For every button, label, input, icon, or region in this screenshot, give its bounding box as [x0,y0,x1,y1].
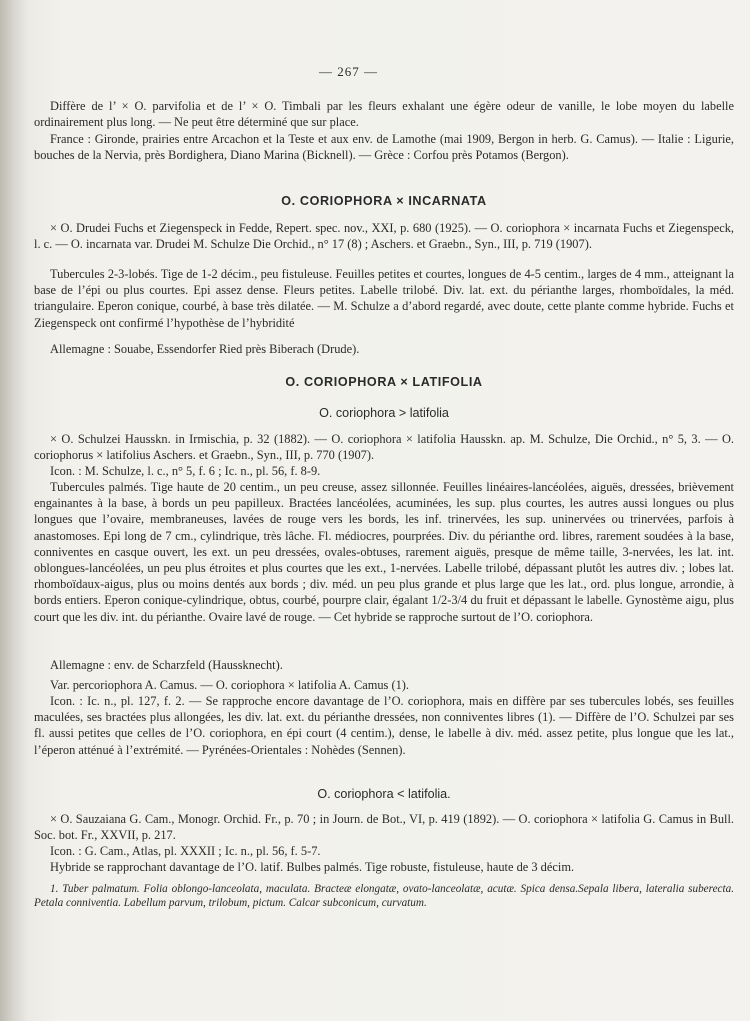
paragraph-diagnosis: Diffère de l’ × O. parvifolia et de l’ × O. Timbali par les fleurs exhalant une égère odeur de vanille, le lobe moyen du labelle ordinairement plus long. — Ne peut être déterminé que sur place. [34,99,734,130]
paragraph-synonymy-sauzaiana: × O. Sauzaiana G. Cam., Monogr. Orchid. Fr., p. 70 ; in Journ. de Bot., VI, p. 419 (1892). — O. coriophora × latifolia G. Camus in Bull. Soc. bot. Fr., XXVII, p. 217. [34,812,734,843]
paragraph-description-drudei: Tubercules 2-3-lobés. Tige de 1-2 décim., peu fistuleuse. Feuilles petites et courtes, longues de 4-5 centim., larges de 4 mm., atteignant la base de l’épi ou plus courtes. Epi assez dense. Fleurs petites. Labelle trilobé. Div. lat. ext. du périanthe larges, rhomboïdales, la méd. triangulaire. Eperon conique, courbé, à base très dilatée. — M. Schulze a d’abord regardé, avec doute, cette plante comme hybride. Fuchs et Ziegenspeck ont confirmé l’hypothèse de l’hybridité [34,267,734,330]
paragraph-synonymy-schulzei: × O. Schulzei Hausskn. in Irmischia, p. 32 (1882). — O. coriophora × latifolia Hausskn. ap. M. Schulze, Die Orchid., n° 5, 3. — O. coriophorus × latifolius Aschers. et Graebn., Syn., III, p. 770 (1907). [34,432,734,463]
footnote-1: 1. Tuber palmatum. Folia oblongo-lanceolata, maculata. Bracteæ elongatæ, ovato-lanceolatæ, acutæ. Spica densa.Sepala libera, lateralia suberecta. Petala conniventia. Labellum parvum, trilobum, pictum. Calcar subconicum, curvatum. [34,883,734,909]
subheading-coriophora-gt-latifolia: O. coriophora > latifolia [319,406,449,420]
paragraph-synonymy-drudei: × O. Drudei Fuchs et Ziegenspeck in Fedde, Repert. spec. nov., XXI, p. 680 (1925). — O. coriophora × incarnata Fuchs et Ziegenspeck, l. c. — O. incarnata var. Drudei M. Schulze Die Orchid., n° 17 (8) ; Aschers. et Graebn., Syn., III, p. 719 (1907). [34,221,734,252]
paragraph-var-percoriophora: Var. percoriophora A. Camus. — O. coriophora × latifolia A. Camus (1). [50,678,410,692]
paragraph-distribution: France : Gironde, prairies entre Arcachon et la Teste et aux env. de Lamothe (mai 1909, Bergon in herb. G. Camus). — Italie : Ligurie, bouches de la Nervia, près Bordighera, Diano Marina (Bicknell). — Grèce : Corfou près Potamos (Bergon). [34,132,734,163]
paragraph-locality-schulzei: Allemagne : env. de Scharzfeld (Haussknecht). [50,658,283,672]
paragraph-icon-schulzei: Icon. : M. Schulze, l. c., n° 5, f. 6 ; Ic. n., pl. 56, f. 8-9. [50,464,321,478]
section-heading-coriophora-incarnata: O. CORIOPHORA × INCARNATA [281,194,487,208]
paragraph-description-schulzei: Tubercules palmés. Tige haute de 20 centim., un peu creuse, assez sillonnée. Feuilles linéaires-lancéolées, aiguës, dressées, brièvement engainantes à la base, à bords un peu papilleux. Bractées lancéolées, acuminées, les sup. plus courtes, les autres aussi longues ou plus longues que l’ovaire, membraneuses, lavées de rouge vers les bords, les inf. trinervées, les sup. uninervées ou trinervées, parfois à anastomoses. Epi long de 7 cm., cylindrique, très lâche. Fl. médiocres, pourprées. Div. du périanthe ord. libres, rarement soudées à la base, conniventes en casque ouvert, les ext. un peu dressées, ovales-obtuses, rarement aiguës, presque de même taille, 3-nervées, les lat. int. oblongues-lancéolées, un peu plus étroites et plus courtes que les ext., 1-nervées. Labelle trilobé, dépassant plutôt les autres div. ; lobes lat. rhomboïdaux-aigus, plus ou moins dentés aux bords ; div. méd. un peu plus grande et plus large que les lat., ord. plus longue, arrondie, à bords entiers. Eperon conique-cylindrique, obtus, courbé, pourpre clair, égalant 1/2-3/4 du fruit et dépassant le labelle. Gynostème aigu, plus court que les div. int. du périanthe. Ovaire lavé de rouge. — Cet hybride se rapproche surtout de l’O. coriophora. [34,480,734,624]
paragraph-icon-sauzaiana: Icon. : G. Cam., Atlas, pl. XXXII ; Ic. n., pl. 56, f. 5-7. [50,844,321,858]
paragraph-percoriophora-description: Icon. : Ic. n., pl. 127, f. 2. — Se rapproche encore davantage de l’O. coriophora, mais en diffère par ses tubercules lobés, ses feuilles maculées, ses bractées plus allongées, les div. lat. ext. du périanthe dressées, non conniventes libres (1). — Diffère de l’O. Schulzei par ses fl. aussi petites que celles de l’O. coriophora, en épi court (4 centim.), dense, le labelle à div. méd. assez petite, plus longue que les lat., l’éperon atténué à l’extrémité. — Pyrénées-Orientales : Nohèdes (Sennen). [34,694,734,757]
paragraph-locality-drudei: Allemagne : Souabe, Essendorfer Ried près Biberach (Drude). [50,342,360,356]
paragraph-description-sauzaiana: Hybride se rapprochant davantage de l’O. latif. Bulbes palmés. Tige robuste, fistuleuse, haute de 3 décim. [50,860,575,874]
section-heading-coriophora-latifolia: O. CORIOPHORA × LATIFOLIA [285,375,483,389]
subheading-coriophora-lt-latifolia: O. coriophora < latifolia. [317,787,451,801]
page-number: — 267 — [319,64,378,79]
